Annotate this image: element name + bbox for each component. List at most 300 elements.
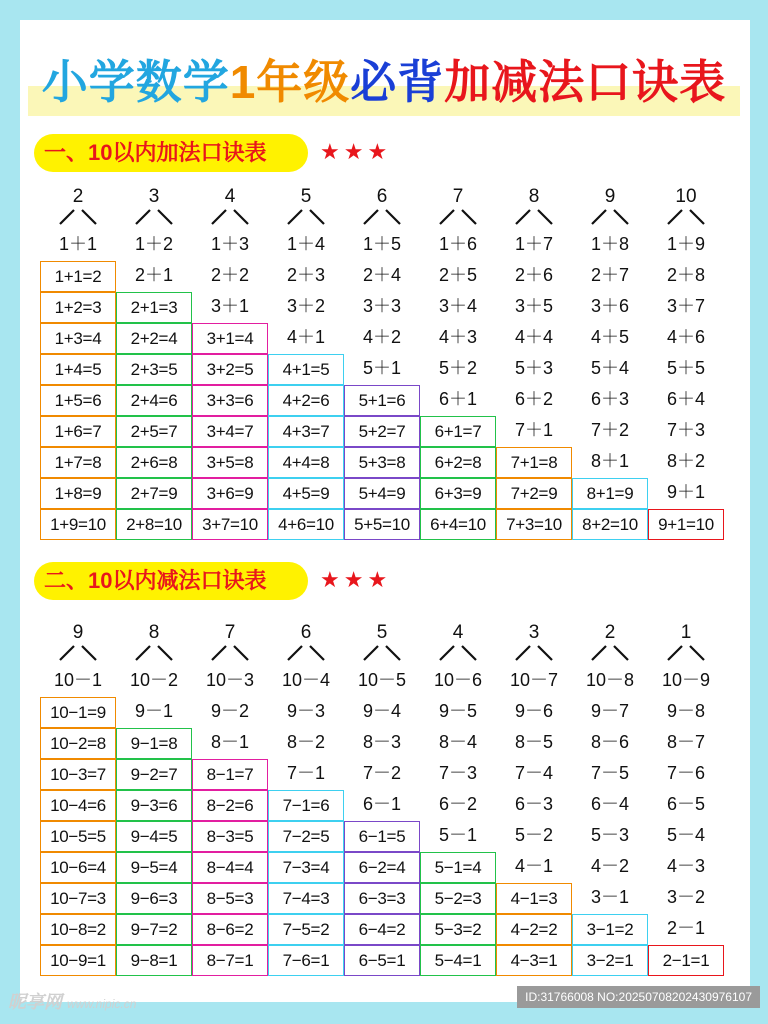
top-number-cell: [648, 622, 724, 666]
equation-box: 9−4=5: [116, 821, 192, 852]
branch-line: [440, 646, 454, 660]
table-row: [40, 759, 724, 790]
branch-line: [668, 210, 682, 224]
equation-box: 4−1=3: [496, 883, 572, 914]
top-number: 4: [452, 622, 464, 643]
equation-box: 9−8=1: [116, 945, 192, 976]
top-number: 7: [452, 186, 464, 207]
expression-cell: 5＋1: [362, 358, 402, 378]
branch-line: [440, 210, 454, 224]
watermark-left: 昵享网: [8, 992, 62, 1012]
equation-box: 8+2=10: [572, 509, 648, 540]
expression-cell: 7－5: [590, 763, 630, 783]
equation-box: 5−4=1: [420, 945, 496, 976]
expression-cell: 10－1: [53, 670, 103, 690]
expression-cell: 2＋2: [210, 265, 250, 285]
expression-cell: 2＋6: [514, 265, 554, 285]
top-number: 8: [148, 622, 160, 643]
branch-icon: [360, 208, 404, 226]
expression-cell: 7－3: [438, 763, 478, 783]
equation-box: 10−1=9: [40, 697, 116, 728]
branch-icon: [56, 644, 100, 662]
top-number: 6: [300, 622, 312, 643]
table-row: [40, 292, 724, 323]
equation-box: 10−3=7: [40, 759, 116, 790]
equation-box: 4−3=1: [496, 945, 572, 976]
table-row: [40, 230, 724, 261]
equation-box: 6+1=7: [420, 416, 496, 447]
equation-box: 4+3=7: [268, 416, 344, 447]
page-title: [0, 46, 768, 112]
top-number-cell: [116, 622, 192, 666]
branch-line: [592, 646, 606, 660]
top-number-cell: [344, 622, 420, 666]
expression-cell: 6－4: [590, 794, 630, 814]
subtraction-stars: ★★★: [320, 568, 392, 593]
title-segment: 加减法口诀表: [444, 56, 727, 108]
equation-box: 3+4=7: [192, 416, 268, 447]
branch-icon: [56, 208, 100, 226]
top-number-row: [40, 186, 724, 230]
table-row: [40, 447, 724, 478]
equation-box: 3+6=9: [192, 478, 268, 509]
expression-cell: 9＋1: [666, 482, 706, 502]
equation-box: 3+7=10: [192, 509, 268, 540]
equation-box: 5+3=8: [344, 447, 420, 478]
equation-box: 7+3=10: [496, 509, 572, 540]
expression-cell: 2＋4: [362, 265, 402, 285]
expression-cell: 5＋4: [590, 358, 630, 378]
table-row: [40, 323, 724, 354]
top-number-cell: [40, 186, 116, 230]
expression-cell: 7＋2: [590, 420, 630, 440]
branch-line: [212, 646, 226, 660]
branch-icon: [360, 644, 404, 662]
expression-cell: 5＋3: [514, 358, 554, 378]
table-row: [40, 354, 724, 385]
equation-box: 7−5=2: [268, 914, 344, 945]
equation-box: 2+6=8: [116, 447, 192, 478]
expression-cell: 10－5: [357, 670, 407, 690]
branch-line: [516, 210, 530, 224]
table-row: [40, 883, 724, 914]
expression-cell: 9－1: [134, 701, 174, 721]
equation-box: 9−2=7: [116, 759, 192, 790]
top-number-cell: [268, 622, 344, 666]
branch-icon: [132, 208, 176, 226]
equation-box: 8−1=7: [192, 759, 268, 790]
expression-cell: 7＋3: [666, 420, 706, 440]
top-number-cell: [648, 186, 724, 230]
expression-cell: 8－7: [666, 732, 706, 752]
branch-icon: [588, 208, 632, 226]
top-number: 1: [680, 622, 692, 643]
branch-icon: [512, 644, 556, 662]
equation-box: 3−2=1: [572, 945, 648, 976]
top-number: 3: [528, 622, 540, 643]
expression-cell: 2＋3: [286, 265, 326, 285]
top-number-cell: [572, 622, 648, 666]
equation-box: 7−3=4: [268, 852, 344, 883]
expression-cell: 8－5: [514, 732, 554, 752]
expression-cell: 10－9: [661, 670, 711, 690]
equation-box: 10−2=8: [40, 728, 116, 759]
expression-cell: 5＋2: [438, 358, 478, 378]
top-number: 9: [604, 186, 616, 207]
equation-box: 1+3=4: [40, 323, 116, 354]
branch-line: [690, 646, 704, 660]
expression-cell: 6－3: [514, 794, 554, 814]
branch-line: [668, 646, 682, 660]
equation-box: 1+5=6: [40, 385, 116, 416]
equation-box: 9−6=3: [116, 883, 192, 914]
branch-line: [234, 210, 248, 224]
equation-box: 6−2=4: [344, 852, 420, 883]
expression-cell: 10－2: [129, 670, 179, 690]
equation-box: 9−1=8: [116, 728, 192, 759]
top-number: 2: [72, 186, 84, 207]
branch-line: [364, 646, 378, 660]
subtraction-table: [40, 622, 724, 976]
equation-box: 2+3=5: [116, 354, 192, 385]
branch-icon: [588, 644, 632, 662]
equation-box: 1+8=9: [40, 478, 116, 509]
top-number: 5: [376, 622, 388, 643]
equation-box: 5−2=3: [420, 883, 496, 914]
equation-box: 3+2=5: [192, 354, 268, 385]
equation-box: 6−3=3: [344, 883, 420, 914]
equation-box: 9−7=2: [116, 914, 192, 945]
title-segment: 必背: [350, 56, 445, 108]
expression-cell: 1＋9: [666, 234, 706, 254]
equation-box: 5+5=10: [344, 509, 420, 540]
expression-cell: 1＋3: [210, 234, 250, 254]
equation-box: 6−1=5: [344, 821, 420, 852]
equation-box: 8−5=3: [192, 883, 268, 914]
top-number: 9: [72, 622, 84, 643]
expression-cell: 2＋7: [590, 265, 630, 285]
expression-cell: 7－1: [286, 763, 326, 783]
branch-line: [516, 646, 530, 660]
equation-box: 1+6=7: [40, 416, 116, 447]
expression-cell: 2－1: [666, 918, 706, 938]
expression-cell: 7－4: [514, 763, 554, 783]
equation-box: 2+2=4: [116, 323, 192, 354]
expression-cell: 4＋5: [590, 327, 630, 347]
branch-line: [538, 646, 552, 660]
top-number-cell: [496, 186, 572, 230]
top-number-cell: [496, 622, 572, 666]
top-number: 7: [224, 622, 236, 643]
equation-box: 1+4=5: [40, 354, 116, 385]
equation-box: 2+8=10: [116, 509, 192, 540]
equation-box: 7−6=1: [268, 945, 344, 976]
table-row: [40, 914, 724, 945]
expression-cell: 4－3: [666, 856, 706, 876]
expression-cell: 6＋2: [514, 389, 554, 409]
branch-line: [82, 210, 96, 224]
branch-line: [288, 646, 302, 660]
watermark-logo: [8, 988, 136, 1014]
equation-box: 3+1=4: [192, 323, 268, 354]
top-number-row: [40, 622, 724, 666]
expression-cell: 7－6: [666, 763, 706, 783]
expression-cell: 3＋7: [666, 296, 706, 316]
expression-cell: 9－7: [590, 701, 630, 721]
expression-cell: 7＋1: [514, 420, 554, 440]
expression-cell: 4＋4: [514, 327, 554, 347]
equation-box: 2+4=6: [116, 385, 192, 416]
equation-box: 1+9=10: [40, 509, 116, 540]
expression-cell: 6－2: [438, 794, 478, 814]
branch-line: [136, 646, 150, 660]
expression-cell: 2＋5: [438, 265, 478, 285]
expression-cell: 3＋5: [514, 296, 554, 316]
top-number: 6: [376, 186, 388, 207]
equation-box: 7−1=6: [268, 790, 344, 821]
branch-icon: [284, 208, 328, 226]
expression-cell: 7－2: [362, 763, 402, 783]
expression-cell: 10－7: [509, 670, 559, 690]
equation-box: 5+2=7: [344, 416, 420, 447]
branch-line: [158, 210, 172, 224]
table-row: [40, 790, 724, 821]
table-row: [40, 385, 724, 416]
expression-cell: 4－1: [514, 856, 554, 876]
top-number-cell: [192, 622, 268, 666]
table-row: [40, 261, 724, 292]
title-segment: 小学数学: [41, 56, 230, 108]
expression-cell: 10－6: [433, 670, 483, 690]
expression-cell: 4＋1: [286, 327, 326, 347]
branch-line: [614, 646, 628, 660]
expression-cell: 8＋1: [590, 451, 630, 471]
equation-box: 10−5=5: [40, 821, 116, 852]
equation-box: 10−9=1: [40, 945, 116, 976]
branch-line: [538, 210, 552, 224]
addition-stars: ★★★: [320, 140, 392, 165]
branch-line: [310, 210, 324, 224]
equation-box: 1+2=3: [40, 292, 116, 323]
table-row: [40, 697, 724, 728]
equation-box: 6+4=10: [420, 509, 496, 540]
equation-box: 8+1=9: [572, 478, 648, 509]
title-segment: 1年级: [229, 56, 351, 108]
equation-box: 4−2=2: [496, 914, 572, 945]
table-row: [40, 666, 724, 697]
equation-box: 8−7=1: [192, 945, 268, 976]
equation-box: 7−2=5: [268, 821, 344, 852]
equation-box: 10−6=4: [40, 852, 116, 883]
equation-box: 10−4=6: [40, 790, 116, 821]
equation-box: 4+1=5: [268, 354, 344, 385]
expression-cell: 1＋7: [514, 234, 554, 254]
equation-box: 3+3=6: [192, 385, 268, 416]
table-row: [40, 852, 724, 883]
expression-cell: 6＋4: [666, 389, 706, 409]
table-row: [40, 478, 724, 509]
equation-box: 1+7=8: [40, 447, 116, 478]
watermark-url: www.nipic.cn: [67, 997, 137, 1011]
branch-icon: [512, 208, 556, 226]
branch-icon: [664, 208, 708, 226]
equation-box: 6+3=9: [420, 478, 496, 509]
equation-box: 6−4=2: [344, 914, 420, 945]
branch-line: [60, 210, 74, 224]
branch-icon: [436, 644, 480, 662]
branch-line: [60, 646, 74, 660]
branch-line: [82, 646, 96, 660]
equation-box: 5+4=9: [344, 478, 420, 509]
equation-box: 9−5=4: [116, 852, 192, 883]
top-number: 5: [300, 186, 312, 207]
branch-line: [690, 210, 704, 224]
equation-box: 10−7=3: [40, 883, 116, 914]
expression-cell: 2＋1: [134, 265, 174, 285]
expression-cell: 8－4: [438, 732, 478, 752]
expression-cell: 10－8: [585, 670, 635, 690]
branch-line: [234, 646, 248, 660]
expression-cell: 3＋1: [210, 296, 250, 316]
addition-heading: 一、10以内加法口诀表: [34, 134, 308, 172]
equation-box: 4+6=10: [268, 509, 344, 540]
equation-box: 2+5=7: [116, 416, 192, 447]
equation-box: 8−6=2: [192, 914, 268, 945]
top-number: 4: [224, 186, 236, 207]
equation-box: 9−3=6: [116, 790, 192, 821]
expression-cell: 9－6: [514, 701, 554, 721]
equation-box: 7+1=8: [496, 447, 572, 478]
equation-box: 6+2=8: [420, 447, 496, 478]
expression-cell: 4＋2: [362, 327, 402, 347]
expression-cell: 1＋5: [362, 234, 402, 254]
equation-box: 10−8=2: [40, 914, 116, 945]
branch-line: [288, 210, 302, 224]
subtraction-heading: 二、10以内减法口诀表: [34, 562, 308, 600]
top-number: 10: [675, 186, 697, 207]
branch-icon: [664, 644, 708, 662]
expression-cell: 9－4: [362, 701, 402, 721]
equation-box: 5−3=2: [420, 914, 496, 945]
equation-box: 5−1=4: [420, 852, 496, 883]
expression-cell: 5－2: [514, 825, 554, 845]
top-number-cell: [572, 186, 648, 230]
equation-box: 6−5=1: [344, 945, 420, 976]
branch-line: [462, 646, 476, 660]
branch-line: [592, 210, 606, 224]
equation-box: 7+2=9: [496, 478, 572, 509]
top-number-cell: [192, 186, 268, 230]
expression-cell: 1＋8: [590, 234, 630, 254]
branch-icon: [208, 644, 252, 662]
equation-box: 3−1=2: [572, 914, 648, 945]
equation-box: 3+5=8: [192, 447, 268, 478]
equation-box: 8−2=6: [192, 790, 268, 821]
expression-cell: 3＋2: [286, 296, 326, 316]
top-number-cell: [420, 622, 496, 666]
top-number-cell: [116, 186, 192, 230]
expression-cell: 10－3: [205, 670, 255, 690]
equation-box: 4+5=9: [268, 478, 344, 509]
branch-icon: [284, 644, 328, 662]
branch-line: [158, 646, 172, 660]
expression-cell: 8－1: [210, 732, 250, 752]
expression-cell: 9－3: [286, 701, 326, 721]
top-number: 2: [604, 622, 616, 643]
expression-cell: 1＋1: [58, 234, 98, 254]
expression-cell: 6－5: [666, 794, 706, 814]
branch-line: [136, 210, 150, 224]
expression-cell: 8＋2: [666, 451, 706, 471]
top-number-cell: [268, 186, 344, 230]
expression-cell: 5－3: [590, 825, 630, 845]
equation-box: 4+4=8: [268, 447, 344, 478]
table-row: [40, 728, 724, 759]
expression-cell: 5－1: [438, 825, 478, 845]
branch-icon: [436, 208, 480, 226]
expression-cell: 1＋6: [438, 234, 478, 254]
top-number: 3: [148, 186, 160, 207]
equation-box: 5+1=6: [344, 385, 420, 416]
expression-cell: 10－4: [281, 670, 331, 690]
equation-box: 7−4=3: [268, 883, 344, 914]
expression-cell: 8－2: [286, 732, 326, 752]
expression-cell: 8－6: [590, 732, 630, 752]
table-row: [40, 945, 724, 976]
expression-cell: 3＋4: [438, 296, 478, 316]
expression-cell: 2＋8: [666, 265, 706, 285]
expression-cell: 3－1: [590, 887, 630, 907]
expression-cell: 9－8: [666, 701, 706, 721]
expression-cell: 4－2: [590, 856, 630, 876]
expression-cell: 6＋3: [590, 389, 630, 409]
branch-line: [386, 646, 400, 660]
equation-box: 2−1=1: [648, 945, 724, 976]
expression-cell: 9－5: [438, 701, 478, 721]
expression-cell: 9－2: [210, 701, 250, 721]
addition-table: [40, 186, 724, 540]
expression-cell: 5＋5: [666, 358, 706, 378]
top-number: 8: [528, 186, 540, 207]
expression-cell: 6－1: [362, 794, 402, 814]
branch-line: [614, 210, 628, 224]
expression-cell: 5－4: [666, 825, 706, 845]
table-row: [40, 821, 724, 852]
equation-box: 4+2=6: [268, 385, 344, 416]
branch-line: [386, 210, 400, 224]
top-number-cell: [344, 186, 420, 230]
equation-box: 1+1=2: [40, 261, 116, 292]
expression-cell: 8－3: [362, 732, 402, 752]
equation-box: 2+1=3: [116, 292, 192, 323]
expression-cell: 1＋2: [134, 234, 174, 254]
equation-box: 8−3=5: [192, 821, 268, 852]
table-row: [40, 509, 724, 540]
expression-cell: 3＋6: [590, 296, 630, 316]
expression-cell: 3＋3: [362, 296, 402, 316]
expression-cell: 1＋4: [286, 234, 326, 254]
top-number-cell: [420, 186, 496, 230]
equation-box: 8−4=4: [192, 852, 268, 883]
branch-icon: [132, 644, 176, 662]
table-row: [40, 416, 724, 447]
expression-cell: 4＋3: [438, 327, 478, 347]
branch-line: [364, 210, 378, 224]
branch-line: [462, 210, 476, 224]
branch-icon: [208, 208, 252, 226]
branch-line: [310, 646, 324, 660]
equation-box: 9+1=10: [648, 509, 724, 540]
